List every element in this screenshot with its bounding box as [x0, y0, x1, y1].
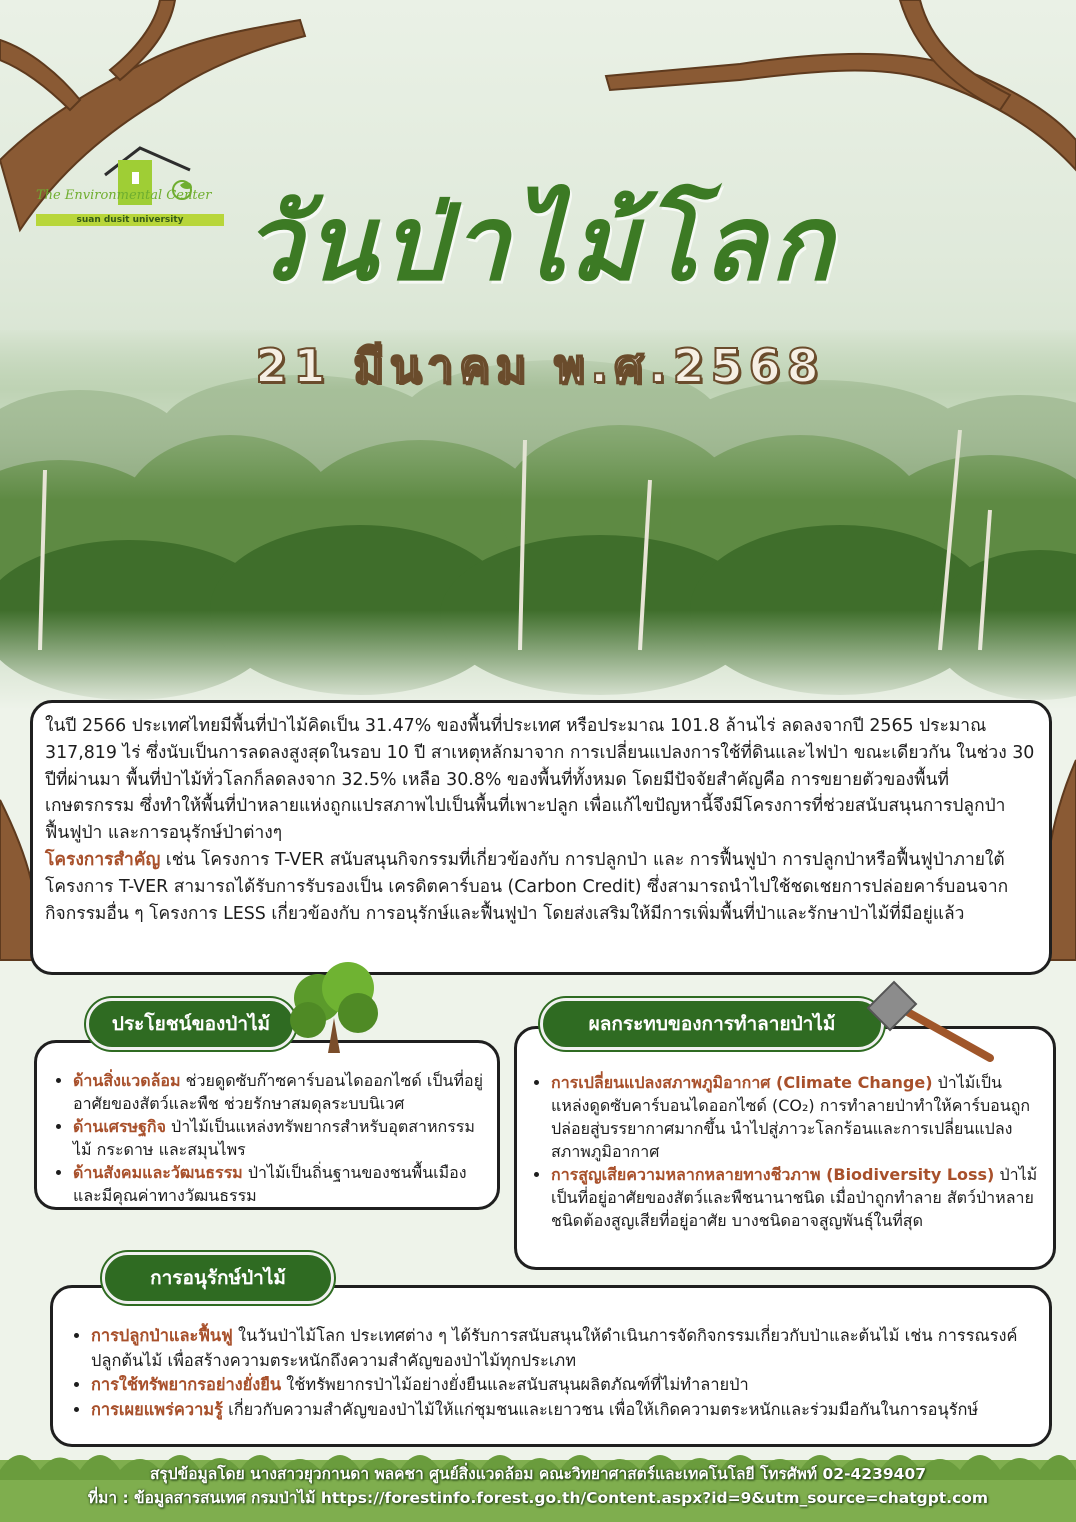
event-date: 21 มีนาคม พ.ศ.2568 [255, 339, 825, 393]
conservation-heading: การอนุรักษ์ป่าไม้ [102, 1252, 334, 1304]
impact-text: ป่าไม้เป็นแหล่งดูดซับคาร์บอนไดออกไซด์ (CO₂) การทำลายป่าทำให้คาร์บอนถูกปล่อยสู่บรรยากาศมากขึ้น นำไปสู่ภาวะโลกร้อนและการเปลี่ยนแปลงสภาพภูมิอากาศ [551, 1073, 1031, 1161]
benefit-text: ป่าไม้เป็นถิ่นฐานของชนพื้นเมืองและมีคุณค่าทางวัฒนธรรม [73, 1163, 467, 1205]
intro-highlight: โครงการสำคัญ [45, 849, 161, 870]
benefits-heading: ประโยชน์ของป่าไม้ [86, 998, 296, 1050]
list-item [91, 1324, 1033, 1373]
impacts-list [529, 1071, 1039, 1232]
conservation-list [69, 1324, 1033, 1422]
footer-source: ที่มา : ข้อมูลสารสนเทศ กรมป่าไม้ https://forestinfo.forest.go.th/Content.aspx?id=9&utm_source=chatgpt.com [87, 1489, 989, 1507]
benefit-head-society: ด้านสังคมและวัฒนธรรม [73, 1163, 243, 1182]
conservation-head-sustainable: การใช้ทรัพยากรอย่างยั่งยืน [91, 1375, 282, 1394]
benefit-text: ช่วยดูดซับก๊าซคาร์บอนไดออกไซด์ เป็นที่อยู่อาศัยของสัตว์และพืช ช่วยรักษาสมดุลระบบนิเวศ [73, 1071, 483, 1113]
axe-icon [864, 980, 998, 1064]
intro-box [30, 700, 1052, 975]
list-item [551, 1071, 1039, 1163]
list-item [91, 1373, 1033, 1398]
conservation-text: ในวันป่าไม้โลก ประเทศต่าง ๆ ได้รับการสนับสนุนให้ดำเนินการจัดกิจกรรมเกี่ยวกับป่าและต้นไม้ เช่น การรณรงค์ปลูกต้นไม้ เพื่อสร้างความตระหนักถึงความสำคัญของป่าไม้ทุกประเภท [91, 1326, 1018, 1370]
benefits-list [51, 1069, 483, 1207]
conservation-text: เกี่ยวกับความสำคัญของป่าไม้ให้แก่ชุมชนและเยาวชน เพื่อให้เกิดความตระหนักและร่วมมือกันในการอนุรักษ์ [222, 1399, 979, 1419]
impact-text: ป่าไม้เป็นที่อยู่อาศัยของสัตว์และพืชนานาชนิด เมื่อป่าถูกทำลาย สัตว์ป่าหลายชนิดต้องสูญเสียที่อยู่อาศัย บางชนิดอาจสูญพันธุ์ในที่สุด [551, 1165, 1038, 1230]
benefits-box [34, 1040, 500, 1210]
conservation-box [50, 1285, 1052, 1447]
conservation-head-planting: การปลูกป่าและฟื้นฟู [91, 1326, 233, 1345]
tree-icon [278, 958, 388, 1058]
list-item [73, 1161, 483, 1207]
page-title: วันป่าไม้โลก [243, 181, 837, 304]
benefit-head-economy: ด้านเศรษฐกิจ [73, 1117, 166, 1136]
list-item [73, 1115, 483, 1161]
footer-credit: สรุปข้อมูลโดย นางสาวยุวกานดา พลคชา ศูนย์สิ่งแวดล้อม คณะวิทยาศาสตร์และเทคโนโลยี โทรศัพท์ 02-4239407 [149, 1465, 927, 1483]
impacts-heading: ผลกระทบของการทำลายป่าไม้ [540, 998, 884, 1050]
logo-text: The Environmental Center [36, 188, 212, 203]
impact-head-climate: การเปลี่ยนแปลงสภาพภูมิอากาศ (Climate Change) [551, 1073, 933, 1092]
impact-head-biodiversity: การสูญเสียความหลากหลายทางชีวภาพ (Biodiversity Loss) [551, 1165, 995, 1184]
intro-paragraph-2: เช่น โครงการ T-VER สนับสนุนกิจกรรมที่เกี่ยวข้องกับ การปลูกป่า และ การฟื้นฟูป่า การปลูกป่าหรือฟื้นฟูป่าภายใต้โครงการ T-VER สามารถได้รับการรับรองเป็น เครดิตคาร์บอน (Carbon Credit) ซึ่งสามารถนำไปใช้ชดเชยการปล่อยคาร์บอนจากกิจกรรมอื่น ๆ โครงการ LESS เกี่ยวข้องกับ การอนุรักษ์และฟื้นฟูป่า โดยส่งเสริมให้มีการเพิ่มพื้นที่ป่าและรักษาป่าไม้ที่มีอยู่แล้ว [45, 849, 1009, 924]
benefit-text: ป่าไม้เป็นแหล่งทรัพยากรสำหรับอุตสาหกรรมไม้ กระดาษ และสมุนไพร [73, 1117, 475, 1159]
conservation-text: ใช้ทรัพยากรป่าไม้อย่างยั่งยืนและสนับสนุนผลิตภัณฑ์ที่ไม่ทำลายป่า [281, 1375, 749, 1394]
conservation-head-knowledge: การเผยแพร่ความรู้ [91, 1399, 223, 1419]
list-item [91, 1398, 1033, 1423]
list-item [551, 1163, 1039, 1232]
logo-subtext: suan dusit university [36, 214, 224, 226]
footer [0, 1462, 1076, 1510]
list-item [73, 1069, 483, 1115]
benefit-head-environment: ด้านสิ่งแวดล้อม [73, 1071, 181, 1090]
intro-paragraph-1: ในปี 2566 ประเทศไทยมีพื้นที่ป่าไม้คิดเป็น 31.47% ของพื้นที่ประเทศ หรือประมาณ 101.8 ล้านไร่ ลดลงจากปี 2565 ประมาณ 317,819 ไร่ ซึ่งนับเป็นการลดลงสูงสุดในรอบ 10 ปี สาเหตุหลักมาจาก การเปลี่ยนแปลงการใช้ที่ดินและไฟป่า ขณะเดียวกัน ในช่วง 30 ปีที่ผ่านมา พื้นที่ป่าไม้ทั่วโลกก็ลดลงจาก 32.5% เหลือ 30.8% ของพื้นที่ทั้งหมด โดยมีปัจจัยสำคัญคือ การขยายตัวของพื้นที่เกษตรกรรม ซึ่งทำให้พื้นที่ป่าหลายแห่งถูกแปรสภาพไปเป็นพื้นที่เพาะปลูก เพื่อแก้ไขปัญหานี้จึงมีโครงการที่ช่วยสนับสนุนการปลูกป่า ฟื้นฟูป่า และการอนุรักษ์ป่าต่างๆ [45, 716, 1035, 844]
